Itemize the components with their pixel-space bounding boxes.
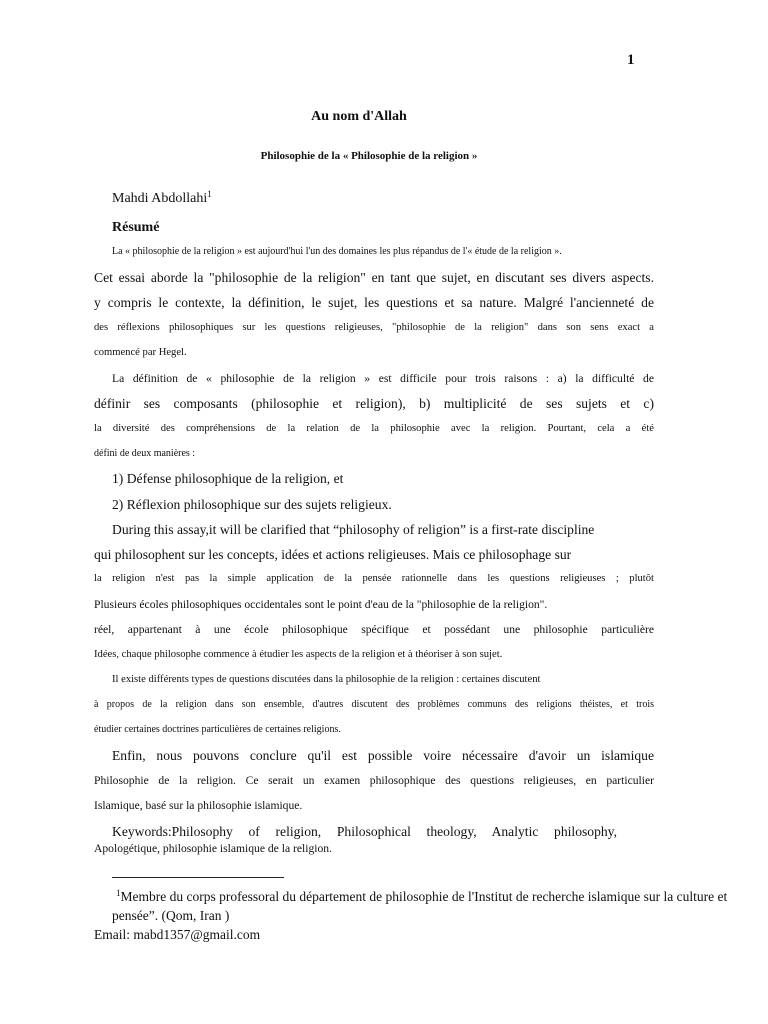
author-email: Email: mabd1357@gmail.com — [94, 927, 261, 942]
body-line: la diversité des compréhensions de la relation de la philosophie avec la religion. Pourtant, cela a été — [94, 423, 654, 434]
body-line: commencé par Hegel. — [94, 347, 187, 358]
body-line: La définition de « philosophie de la religion » est difficile pour trois raisons : a) la difficulté de — [112, 372, 654, 385]
body-line: réel, appartenant à une école philosophique spécifique et possédant une philosophie particulière — [94, 623, 654, 636]
body-line: Enfin, nous pouvons conclure qu'il est possible voire nécessaire d'avoir un islamique — [112, 748, 654, 763]
body-line: Il existe différents types de questions discutées dans la philosophie de la religion : certaines discutent — [112, 674, 541, 685]
author-name-text: Mahdi Abdollahi — [112, 191, 208, 206]
body-line: y compris le contexte, la définition, le sujet, les questions et sa nature. Malgré l'ancienneté de — [94, 295, 654, 310]
list-item: 2) Réflexion philosophique sur des sujets religieux. — [112, 497, 392, 512]
body-line: Idées, chaque philosophe commence à étudier les aspects de la religion et à théoriser à son sujet. — [94, 649, 503, 660]
body-line: définir ses composants (philosophie et religion), b) multiplicité de ses sujets et c) — [94, 396, 654, 411]
body-line: La « philosophie de la religion » est aujourd'hui l'un des domaines les plus répandus de l'« étude de la religion ». — [112, 246, 562, 257]
footnote-line: Membre du corps professoral du département de philosophie de l'Institut de recherche islamique sur la culture et — [120, 889, 728, 904]
footnote-mark: 1 — [116, 888, 121, 898]
body-line: Philosophie de la religion. Ce serait un examen philosophique des questions religieuses, en particulier — [94, 774, 654, 787]
body-line: des réflexions philosophiques sur les questions religieuses, "philosophie de la religion" dans son sens exact a — [94, 322, 654, 333]
author-name — [112, 189, 212, 207]
body-line: Plusieurs écoles philosophiques occidentales sont le point d'eau de la "philosophie de la religion". — [94, 598, 548, 611]
author-footnote-mark: 1 — [207, 189, 212, 199]
body-line: Cet essai aborde la "philosophie de la religion" en tant que sujet, en discutant ses divers aspects. — [94, 270, 654, 285]
footnote-line: pensée”. (Qom, Iran ) — [112, 908, 230, 923]
body-line: défini de deux manières : — [94, 448, 196, 459]
body-line: à propos de la religion dans son ensemble, d'autres discutent des problèmes communs des religions théistes, et trois — [94, 699, 654, 710]
list-item: 1) Défense philosophique de la religion, et — [112, 471, 344, 486]
body-line: Islamique, basé sur la philosophie islamique. — [94, 799, 303, 812]
footnote-text — [116, 888, 727, 905]
footnote-separator — [112, 877, 284, 878]
page-number: 1 — [627, 52, 635, 68]
document-title: Au nom d'Allah — [311, 109, 407, 124]
keywords-line: Apologétique, philosophie islamique de la religion. — [94, 842, 332, 855]
body-line: étudier certaines doctrines particulières de certaines religions. — [94, 724, 341, 735]
body-line: qui philosophent sur les concepts, idées et actions religieuses. Mais ce philosophage sur — [94, 547, 572, 562]
abstract-heading: Résumé — [112, 220, 160, 235]
body-line: la religion n'est pas la simple application de la pensée rationnelle dans les questions religieuses ; plutôt — [94, 573, 654, 584]
document-subtitle: Philosophie de la « Philosophie de la religion » — [260, 150, 478, 162]
keywords-line: Keywords:Philosophy of religion, Philosophical theology, Analytic philosophy, — [112, 824, 617, 839]
body-line: During this assay,it will be clarified that “philosophy of religion” is a first-rate discipline — [112, 522, 595, 537]
